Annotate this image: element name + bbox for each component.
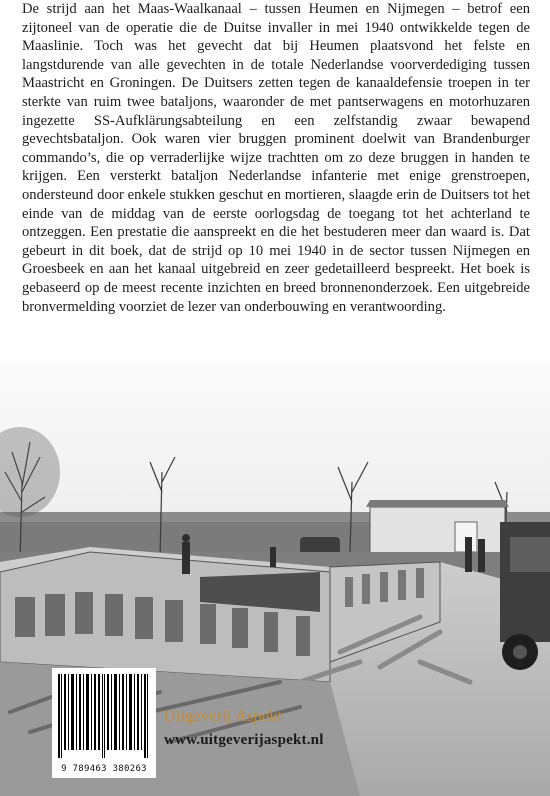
isbn-number: 9 789463 380263 bbox=[61, 764, 147, 774]
publisher-website: www.uitgeverijaspekt.nl bbox=[164, 732, 324, 748]
barcode-bars bbox=[58, 674, 150, 758]
isbn-barcode bbox=[52, 668, 156, 778]
back-cover-blurb: De strijd aan het Maas-Waalkanaal – tussen Heumen en Nijmegen – betrof een zijtoneel van de operatie die de Duitse invaller in mei 1940 ontwikkelde tegen de Maaslinie. Toch was het gevecht dat bij Heumen plaatsvond het felste en langstdurende van alle gevechten in de totale Nederlandse voorverdediging tussen Maastricht en Groningen. De Duitsers zetten tegen de kanaaldefensie troepen in ter sterkte van ruim twee bataljons, waaronder de met pantserwagens en motorhuzaren ingezette SS-Aufklärungsabteilung en een zelfstandig zwaar bewapend gevechtsbataljon. Ook waren vier bruggen prominent doelwit van Brandenburger commando’s, die op verraderlijke wijze trachtten om zo deze bruggen in handen te krijgen. Een versterkt bataljon Nederlandse infanterie met enige grenstroepen, ondersteund door enkele stukken geschut en mortieren, slaagde erin de Duitsers tot het einde van de middag van de eerste oorlogsdag de toegang tot het achterland te ontzeggen. Een prestatie die aanspreekt en die het bestuderen meer dan waard is. Dat gebeurt in dit boek, dat de strijd op 10 mei 1940 in de sector tussen Nijmegen en Groesbeek en aan het kanaal uitgebreid en zeer gedetailleerd bespreekt. Het boek is gebaseerd op de meest recente inzichten en breed bronnenonderzoek. Een uitgebreide bronvermelding voorziet de lezer van onderbouwing en verantwoording. bbox=[22, 1, 530, 315]
publisher-name: Uitgeverij Aspekt bbox=[164, 708, 283, 725]
